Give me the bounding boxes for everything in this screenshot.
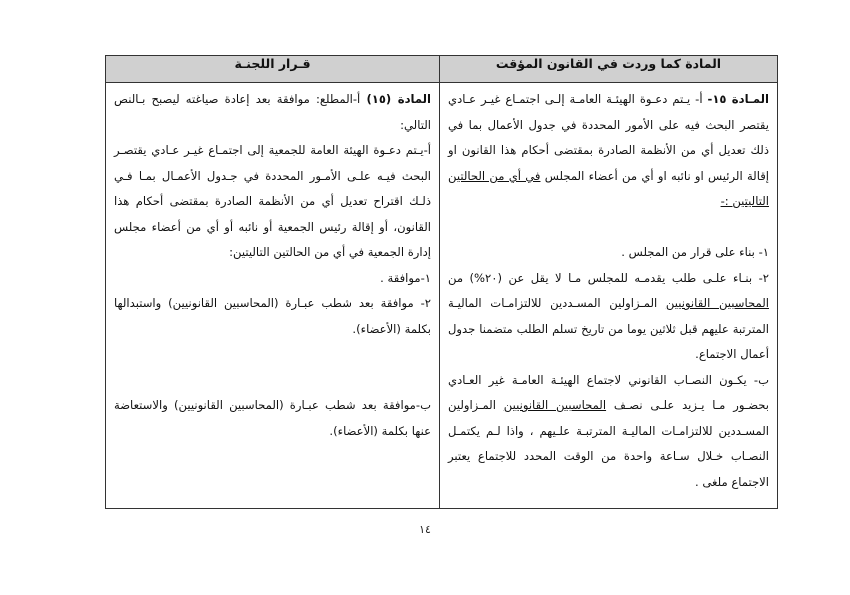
header-original-law: المادة كما وردت في القانون المؤقت [440, 56, 778, 83]
original-para-b: ب- يكـون النصـاب القانوني لاجتماع الهيئـة العامـة غير العـادي بحضـور مـا يـزيد علـى نصـف المحاسبين القانونيين المـزاولين المسـددين للالتزامـات الماليـة المترتبـة علـيهم ، واذا لـم يكتمـل النصـاب خـلال سـاعة واحدة من الوقت المحدد للاجتماع يعتبر الاجتماع ملغى . [448, 372, 769, 489]
decision-para-b: ب-موافقة بعد شطب عبـارة (المحاسبين القانونيين) والاستعاضة عنها بكلمة (الأعضاء). [114, 398, 431, 438]
decision-item-2: ٢- موافقة بعد شطب عبـارة (المحاسبين القانونيين) واستبدالها بكلمة (الأعضاء). [114, 296, 431, 336]
original-item-1: ١- بناء على قرار من المجلس . [621, 245, 769, 259]
original-para-a: المـادة ١٥- أ- يـتم دعـوة الهيئـة العامـة إلـى اجتمـاع غيـر عـادي يقتصر البحث فيه على الأمور المحددة في جدول الأعمال بما في ذلك تعديل أي من الأنظمة الصادرة بمقتضى أحكام هذا القانون او إقالة الرئيس او نائبه او أي من أعضاء المجلس في أي من الحالتين التاليتين :- [448, 92, 769, 208]
original-item-2: ٢- بنـاء علـى طلب يقدمـه للمجلس مـا لا يقل عن (٢٠%) من المحاسبين القانونيين المـزاولين المسـددين للالتزامـات الماليـة المترتبة عليهم قبل ثلاثين يوما من تاريخ تسلم الطلب متضمنا جدول أعمال الاجتماع. [448, 270, 769, 361]
committee-decision-column [106, 83, 440, 509]
table-header-row [106, 56, 778, 83]
decision-para-a: أ-يـتم دعـوة الهيئة العامة للجمعية إلى اجتمـاع غيـر عـادي يقتصـر البحث فيـه علـى الأمـور المحددة في جـدول الأعمـال بمـا فـي ذلـك اقتراح تعديل أي من الأنظمة الصادرة بمقتضى أحكام هذا القانون، أو إقالة رئيس الجمعية أو نائبه أو أي من أعضاء مجلس إدارة الجمعية في أي من الحالتين التاليتين: [114, 143, 431, 259]
page-number: ١٤ [419, 523, 431, 536]
comparison-table [105, 55, 778, 509]
header-committee-decision: قـرار اللجنـة [106, 56, 440, 83]
original-law-column [440, 83, 778, 509]
decision-intro: المادة (١٥) أ-المطلع: موافقة بعد إعادة صياغته ليصبح بـالنص التالي: [114, 92, 431, 132]
decision-item-1: ١-موافقة . [380, 270, 431, 285]
table-row [106, 83, 778, 509]
original-article-label: المـادة ١٥- [707, 92, 769, 106]
decision-article-label: المادة (١٥) [366, 92, 431, 106]
